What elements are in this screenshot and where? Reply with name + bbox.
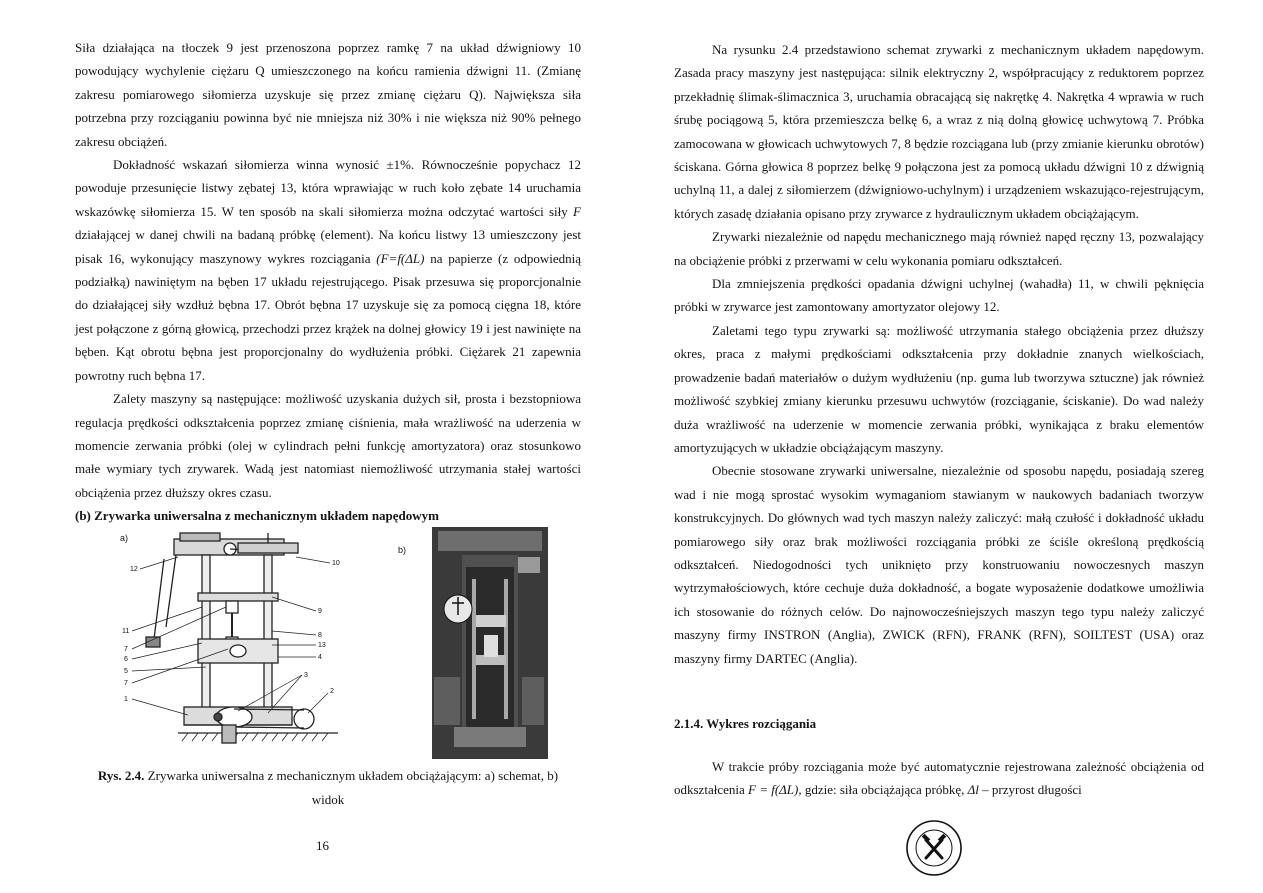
callout-label: 8 (318, 632, 322, 639)
callout-label: 13 (318, 642, 326, 649)
callout-label: 1 (124, 696, 128, 703)
figure-2-4 (100, 527, 560, 759)
right-text-column-2 (674, 755, 1204, 802)
callout-label: 12 (130, 566, 138, 573)
section-heading-b: (b) Zrywarka uniwersalna z mechanicznym układem napędowym (75, 508, 440, 524)
figure-caption: Rys. 2.4. Zrywarka uniwersalna z mechanicznym układem obciążającym: a) schemat, b) widok (97, 768, 559, 807)
callout-label: 9 (318, 608, 322, 615)
callout-label: 7 (124, 646, 128, 653)
callout-label: 2 (330, 688, 334, 695)
figure-label-b: b) (398, 545, 407, 555)
library-stamp-icon (904, 818, 964, 878)
right-paragraph-5: Obecnie stosowane zrywarki uniwersalne, niezależnie od sposobu napędu, posiadają szereg wad i nie mogą sprostać wysokim wymaganiom stawianym w naukowych badaniach tworzyw konstrukcyjnych. Do głównych wad tych maszyn należy zaliczyć: małą czułość i dokładność układu pomiarowego siły oraz brak możliwości rozciągania próbki ze ściśle określoną prędkością odkształceń. Niedogodności tych uniknięto przy konstruowaniu nowoczesnych maszyn wytrzymałościowych, które cechuje duża dokładność, a bogate wyposażenie dodatkowe umożliwia ich stosowanie do różnych celów. Do najnowocześniejszych maszyn tego typu należy zaliczyć maszyny firmy INSTRON (Anglia), ZWICK (RFN), FRANK (RFN), SOILTEST (USA) oraz maszyny firmy DARTEC (Anglia). (674, 463, 1204, 666)
callout-label: 10 (332, 560, 340, 567)
callout-label: 3 (304, 672, 308, 679)
callout-label: 11 (122, 628, 130, 635)
left-paragraph-3: Zalety maszyny są następujące: możliwość uzyskania dużych sił, prosta i bezstopniowa regulacja prędkości odkształcenia poprzez zmianę ciśnienia, mała wrażliwość na uderzenia w momencie zerwania próbki (olej w cylindrach pełni funkcję amortyzatora) oraz stosunkowo małe wymiary tych zrywarek. Wadą jest natomiast niemożliwość utrzymania stałej wartości obciążenia przez dłuższy okres czasu. (75, 391, 581, 500)
right-text-column (674, 38, 1204, 670)
right-paragraph-4: Zaletami tego typu zrywarki są: możliwość utrzymania stałego obciążenia przez dłuższy okres, praca z małymi prędkościami odkształcenia przy dokładnie znanych wielkościach, prowadzenie badań materiałów o dużym wydłużeniu (np. guma lub tworzywa sztuczne) jak również możliwość szybkiej zmiany kierunku przesuwu uchwytów (rozciąganie, ściskanie). Do wad należy duża wrażliwość na uderzenie w momencie zerwania próbki, wynikająca z braku elementów amortyzujących w układzie obciążającym maszyny. (674, 322, 1204, 455)
callout-label: 4 (318, 654, 322, 661)
right-paragraph-6: W trakcie próby rozciągania może być automatycznie rejestrowana zależność obciążenia od odkształcenia F = f(ΔL), gdzie: siła obciążająca próbkę, Δl – przyrost długości (674, 759, 1204, 798)
callout-label: 5 (124, 668, 128, 675)
machine-schematic (118, 527, 358, 759)
callout-label: 7 (124, 680, 128, 687)
right-paragraph-1: Na rysunku 2.4 przedstawiono schemat zrywarki z mechanicznym układem napędowym. Zasada pracy maszyny jest następująca: silnik elektryczny 2, współpracujący z reduktorem poprzez przekładnię ślimak-ślimacznica 3, uruchamia obracającą się nakrętkę 4. Nakrętka 4 wprawia w ruch śrubę pociągową 5, która przemieszcza belkę 6, a wraz z nią dolną głowicę uchwytową 7. Próbka zamocowana w głowicach uchwytowych 7, 8 będzie rozciągana lub (przy zmianie kierunku obrotów) ściskana. Górna głowica 8 poprzez belkę 9 połączona jest za pomocą układu dźwigni 10 z dźwignią uchylną 11, a dalej z siłomierzem (dźwigniowo-uchylnym) i urządzeniem wskazująco-rejestrującym, których zasadę działania opisano przy zrywarce z hydraulicznym układem obciążającym. (674, 42, 1204, 221)
left-paragraph-1: Siła działająca na tłoczek 9 jest przenoszona poprzez ramkę 7 na układ dźwigniowy 10 powodujący wychylenie ciężaru Q umieszczonego na końcu ramienia dźwigni 11. (Zmianę zakresu pomiarowego siłomierza uzyskuje się przez zmianę ciężaru Q). Największa siła potrzebna przy rozciąganiu powinna być nie mniejsza niż 30% i nie większa niż 90% pełnego zakresu obciążeń. (75, 40, 581, 149)
callout-label: 6 (124, 656, 128, 663)
figure-label-a: a) (120, 533, 129, 543)
machine-photo (432, 527, 548, 759)
section-heading-2-1-4: 2.1.4. Wykres rozciągania (674, 716, 817, 731)
right-paragraph-2: Zrywarki niezależnie od napędu mechanicznego mają również napęd ręczny 13, pozwalający na obciążenie próbki z przerwami w celu wykonania pomiaru odkształceń. (674, 229, 1204, 268)
left-paragraph-2: Dokładność wskazań siłomierza winna wynosić ±1%. Równocześnie popychacz 12 powoduje przesunięcie listwy zębatej 13, która wprawiając w ruch koło zębate 14 uruchamia wskazówkę siłomierza 15. W ten sposób na skali siłomierza można odczytać wartości siły F działającej w danej chwili na badaną próbkę (element). Na końcu listwy 13 umieszczony jest pisak 16, wykonujący maszynowy wykres rozciągania (F=f(ΔL) na papierze (z odpowiednią podziałką) nawiniętym na bęben 17 układu rejestrującego. Pisak przesuwa się proporcjonalnie do działającej siły wzdłuż bębna 17. Obrót bębna 17 uzyskuje się za pomocą cięgna 18, które jest połączone z górną głowicą, przechodzi przez krążek na dolnej głowicy 19 i jest nawinięte na bęben. Kąt obrotu bębna jest proporcjonalny do wydłużenia próbki. Ciężarek 21 zapewnia powrotny ruch bębna 17. (75, 157, 582, 383)
right-paragraph-3: Dla zmniejszenia prędkości opadania dźwigni uchylnej (wahadła) 11, w chwili pęknięcia próbki w zrywarce jest zamontowany amortyzator olejowy 12. (674, 276, 1204, 315)
page-number: 16 (316, 838, 329, 853)
right-page (632, 0, 1263, 893)
left-text-column (75, 36, 581, 527)
